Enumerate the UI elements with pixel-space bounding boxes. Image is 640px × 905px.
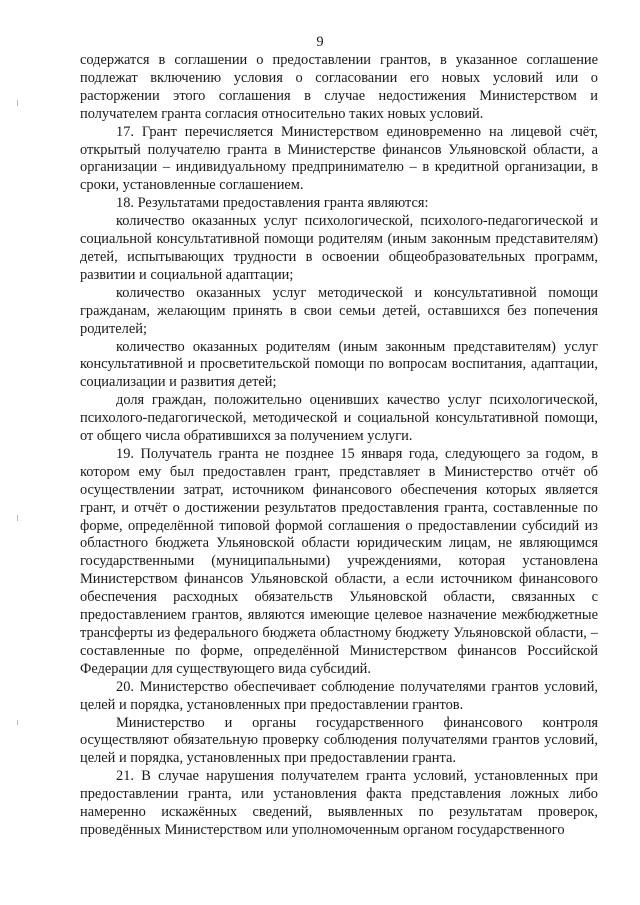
page-number: 9 xyxy=(316,34,324,50)
paragraph-18: 18. Результатами предоставления гранта являются: xyxy=(116,195,429,212)
scan-mark xyxy=(17,100,18,106)
paragraph-continuation: содержатся в соглашении о предоставлении грантов, в указанное соглашение подлежат включению условия о согласовании его новых условий или о расторжении этого соглашения в случае недостижения Министерством и получателем гранта согласия относительно таких новых условий. xyxy=(80,52,598,122)
result-item-3: количество оказанных родителям (иным законным представителям) услуг консультативной и просветительской помощи по вопросам воспитания, адаптации, социализации и развития детей; xyxy=(80,338,598,391)
scan-mark xyxy=(17,720,18,725)
paragraph-19: 19. Получатель гранта не позднее 15 января года, следующего за годом, в котором ему был предоставлен грант, представляет в Министерство отчёт об осуществлении затрат, источником финансового обеспечения которых является грант, и отчёт о достижении результатов предоставления гранта, составленные по форме, определённой типовой формой соглашения о предоставлении субсидий из областного бюджета Ульяновской области юридическим лицам, не являющимся государственными (муниципальными) учреждениями, которая установлена Министерством финансов Ульяновской области, а если источником финансового обеспечения расходных обязательств Ульяновской области, связанных с предоставлением грантов, являются имеющие целевое назначение межбюджетные трансферты из федерального бюджета областному бюджету Ульяновской области, – составленные по форме, определённой Министерством финансов Российской Федерации для существующего вида субсидий. xyxy=(80,445,598,677)
result-item-2: количество оказанных услуг методической и консультативной помощи гражданам, желающим принять в свои семьи детей, оставшихся без попечения родителей; xyxy=(80,284,598,337)
document-body xyxy=(80,52,598,840)
result-item-4: доля граждан, положительно оценивших качество услуг психологической, психолого-педагогической, методической и социальной консультативной помощи, от общего числа обратившихся за получением услуги. xyxy=(80,392,598,445)
paragraph-21: 21. В случае нарушения получателем гранта условий, установленных при предоставлении гранта, или установления факта представления ложных либо намеренно искажённых сведений, выявленных по результатам проверок, проведённых Министерством или уполномоченным органом государственного xyxy=(80,768,598,838)
paragraph-17: 17. Грант перечисляется Министерством единовременно на лицевой счёт, открытый получателю гранта в Министерстве финансов Ульяновской области, а организации – индивидуальному предпринимателю – в кредитной организации, в сроки, установленные соглашением. xyxy=(80,123,598,194)
scan-mark xyxy=(17,515,18,521)
paragraph-20-second: Министерство и органы государственного финансового контроля осуществляют обязательную проверку соблюдения получателями грантов условий, целей и порядка, установленных при предоставлении гранта. xyxy=(80,714,598,767)
paragraph-20: 20. Министерство обеспечивает соблюдение получателями грантов условий, целей и порядка, установленных при предоставлении грантов. xyxy=(80,678,598,713)
result-item-1: количество оказанных услуг психологической, психолого-педагогической и социальной консультативной помощи родителям (иным законным представителям) детей, испытывающих трудности в освоении общеобразовательных программ, развитии и социальной адаптации; xyxy=(80,213,598,283)
